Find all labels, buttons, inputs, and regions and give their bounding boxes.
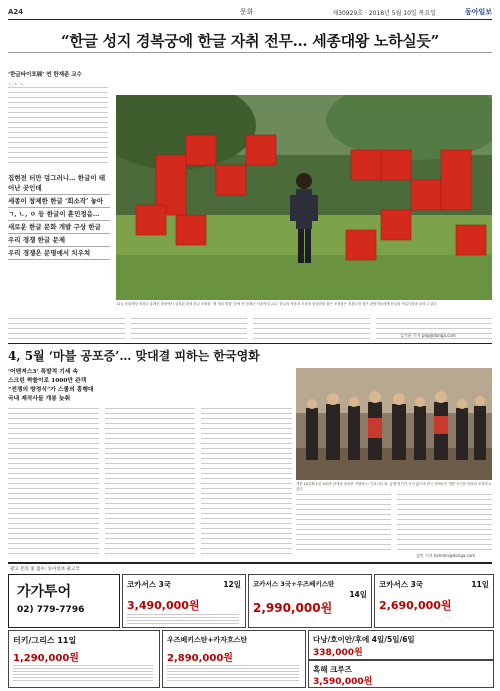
text-column	[397, 494, 492, 552]
ad-danang[interactable]	[308, 630, 494, 660]
text-column	[296, 494, 391, 552]
ad-price: 3,590,000원	[313, 677, 373, 687]
pull-quote: ㄱ, ㄴ, ㅇ 등 한글이 훈민정음…	[8, 208, 110, 221]
ad-days: 14일	[349, 590, 367, 599]
ad-caucasus-12[interactable]	[122, 574, 246, 628]
pull-quote: 우리 경쟁은 문명에서 치우쳐	[8, 247, 110, 260]
section-divider	[8, 343, 492, 344]
ad-price: 1,290,000원	[13, 653, 79, 664]
ad-price: 2,990,000원	[253, 601, 333, 615]
photo-caption: 개봉 16일째 1천 100만 관객을 돌파한 어벤져스: 인피니티 워. 흥행 열기가 식지 않으며 한국 영화들은 개봉 시기를 잇따라 조정하고 있다.	[296, 482, 492, 491]
secondary-headline: 4, 5월 ‘마블 공포증’… 맞대결 피하는 한국영화	[8, 349, 260, 363]
page-header	[8, 6, 492, 18]
ad-price: 338,000원	[313, 648, 363, 658]
pull-quote: 우리 경쟁 한글 문제	[8, 234, 110, 247]
article-kicker: ‘한글타이포展’ 연 한재준 교수	[8, 72, 82, 78]
subheads	[8, 368, 118, 404]
ad-days: 12일	[223, 580, 241, 589]
ad-price: 2,890,000원	[167, 653, 233, 664]
byline: 김기윤 기자 pep@donga.com	[400, 333, 456, 338]
ad-title: 다낭/호이안/후에 4일/5일/6일	[313, 635, 415, 644]
ad-caucasus-11[interactable]	[374, 574, 494, 628]
photo-illustration	[116, 95, 492, 300]
ad-title: 코카서스 3국	[127, 580, 172, 589]
headline-divider	[8, 52, 492, 53]
avengers-movie-photo	[296, 368, 492, 480]
ad-price: 3,490,000원	[127, 599, 200, 612]
text-column	[131, 318, 248, 342]
text-column	[201, 408, 292, 558]
text-column	[8, 87, 108, 165]
ads-divider	[8, 562, 492, 564]
ad-title: 코카서스 3국	[379, 580, 424, 589]
newspaper-logo[interactable]: 동아일보	[464, 8, 492, 16]
ad-details	[167, 665, 299, 683]
subhead: “전쟁의 방정식”가 스쿨의 흥행대	[8, 387, 94, 393]
ad-title: 코카서스 3국+우즈베키스탄	[253, 580, 335, 588]
ad-title: 우즈베키스탄+카자흐스탄	[167, 636, 248, 644]
text-column	[8, 408, 99, 558]
text-column	[105, 408, 196, 558]
text-column	[253, 318, 370, 342]
hangul-sculpture-photo	[116, 95, 492, 300]
section-label: 문화	[240, 8, 254, 16]
ad-uzbek-kazakh[interactable]	[162, 630, 306, 688]
ad-title: 가가투어	[17, 584, 72, 600]
ad-black-sea-cruise[interactable]	[308, 660, 494, 688]
header-divider	[8, 19, 492, 20]
ad-price: 2,690,000원	[379, 599, 452, 612]
photo-illustration	[296, 368, 492, 480]
subhead: 스크린 싹쓸이로 1000만 관객	[8, 378, 87, 384]
ad-notice: 광고 문의 및 접수: 동아일보 광고국	[10, 567, 80, 572]
page-number: A24	[8, 8, 24, 16]
lead-tag: ㅅ, ㅎ, ㅎ,	[8, 82, 25, 86]
ad-phone: 02) 779-7796	[17, 605, 85, 615]
byline: 김민 기자 kimmin@donga.com	[416, 553, 476, 558]
pull-quote: 집현전 터만 덩그러니… 한글이 태어난 곳인데	[8, 172, 110, 195]
text-column	[8, 318, 125, 342]
issue-date: 제30929호 · 2018년 5월 10일 목요일	[332, 10, 436, 17]
subhead: 국내 제작사들 개봉 늦춰	[8, 396, 71, 402]
advertisement-section	[0, 566, 500, 691]
ad-details	[127, 614, 239, 624]
pull-quote: 새로운 한글 문화 개발 구상 한글	[8, 221, 110, 234]
ad-details	[13, 665, 153, 683]
ad-title: 터키/그리스 11일	[13, 636, 77, 645]
ad-turkey-greece[interactable]	[8, 630, 160, 688]
ad-caucasus-uzbek[interactable]	[248, 574, 372, 628]
article-body-lead	[8, 82, 108, 166]
ad-days: 11일	[471, 580, 489, 589]
pull-quote: 세종이 창제한 한글 ‘회소작’ 놓아	[8, 195, 110, 208]
photo-caption: 11일 문화재청 경복궁 흥례문 광장에서 설치된 대형 한글 조형물 ‘세 개의 빛깔’ 앞에 선 한재준 서울여대 교수. 한글의 자음과 모음을 형상화한 붉은 조형물은 경복궁을 찾은 관람객들에게 한글의 아름다움을 알리고 있다.	[116, 302, 438, 306]
pull-quotes	[8, 172, 110, 260]
main-headline: “한글 성지 경복궁에 한글 자취 전무… 세종대왕 노하실듯”	[61, 32, 439, 50]
article2-body	[8, 408, 292, 558]
ad-gagatour[interactable]	[8, 574, 120, 628]
ad-title: 흑해 크루즈	[313, 665, 352, 674]
article2-body-right	[296, 494, 492, 552]
subhead: ‘어벤져스3’ 폭발적 기세 속	[8, 369, 79, 375]
